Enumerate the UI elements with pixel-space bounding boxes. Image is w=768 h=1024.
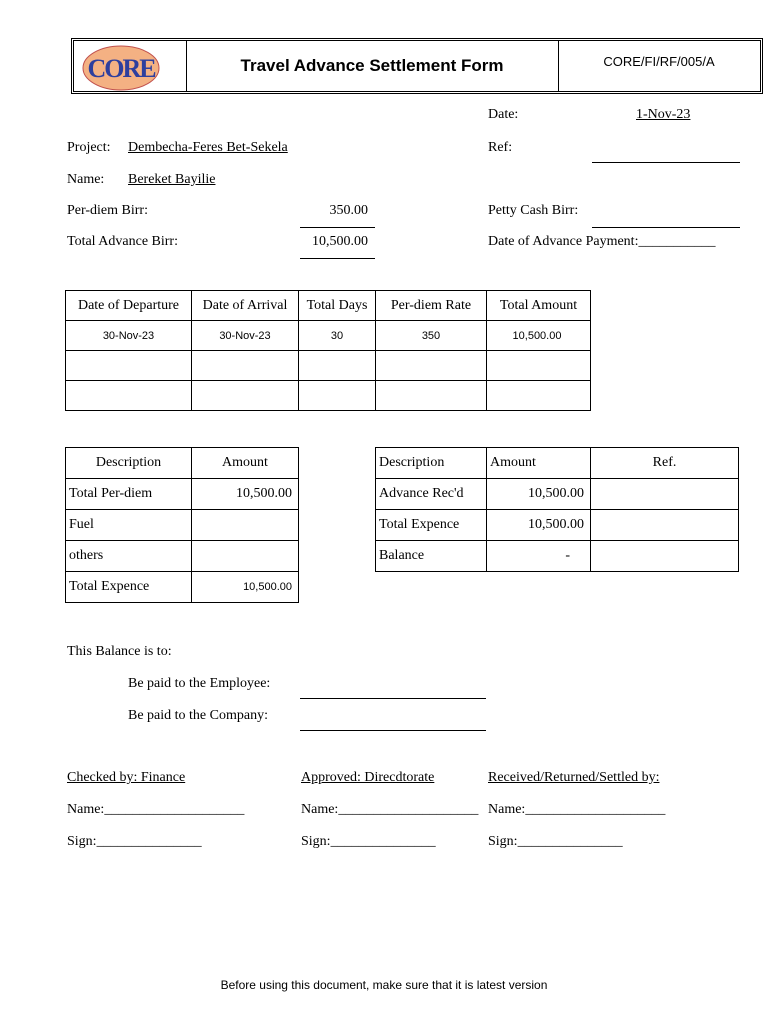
- trip-header-cell: Total Days: [299, 291, 376, 321]
- paid-company-line[interactable]: [300, 730, 486, 731]
- perdiem-value[interactable]: 350.00: [329, 203, 368, 218]
- trip-header-cell: Total Amount: [487, 291, 591, 321]
- table-cell[interactable]: [376, 351, 487, 381]
- table-cell[interactable]: 30-Nov-23: [192, 321, 299, 351]
- balance-to-label: This Balance is to:: [67, 644, 172, 659]
- form-header: [71, 38, 763, 94]
- name-value[interactable]: Bereket Bayilie: [128, 172, 216, 187]
- table-cell[interactable]: [192, 541, 299, 572]
- table-cell[interactable]: 10,500.00: [487, 510, 591, 541]
- perdiem-line: [300, 227, 375, 228]
- name-label: Name:: [67, 172, 105, 187]
- paid-company-label: Be paid to the Company:: [128, 708, 268, 723]
- paid-employee-label: Be paid to the Employee:: [128, 676, 271, 691]
- table-row: [66, 479, 299, 510]
- received-name-field[interactable]: Name:____________________: [488, 802, 666, 817]
- table-cell[interactable]: [66, 381, 192, 411]
- table-cell[interactable]: 30-Nov-23: [66, 321, 192, 351]
- table-row: [376, 541, 739, 572]
- trip-table: [65, 290, 591, 411]
- table-cell: Advance Rec'd: [376, 479, 487, 510]
- table-cell[interactable]: [299, 351, 376, 381]
- table-cell[interactable]: [192, 510, 299, 541]
- table-cell: Total Per-diem: [66, 479, 192, 510]
- table-cell: Balance: [376, 541, 487, 572]
- table-cell[interactable]: [376, 381, 487, 411]
- trip-header-cell: Date of Departure: [66, 291, 192, 321]
- table-cell[interactable]: [591, 510, 739, 541]
- table-row: [66, 321, 591, 351]
- expense-header-row: [66, 448, 299, 479]
- table-cell[interactable]: [66, 351, 192, 381]
- project-label: Project:: [67, 140, 111, 155]
- table-row: [66, 541, 299, 572]
- table-cell[interactable]: [487, 351, 591, 381]
- table-cell[interactable]: [591, 479, 739, 510]
- table-cell[interactable]: [487, 381, 591, 411]
- total-advance-value[interactable]: 10,500.00: [312, 234, 368, 249]
- table-cell[interactable]: [192, 351, 299, 381]
- approved-heading: Approved: Direcdtorate: [301, 770, 435, 785]
- date-advance-label[interactable]: Date of Advance Payment:___________: [488, 234, 716, 249]
- footer-note: Before using this document, make sure that it is latest version: [220, 978, 548, 992]
- table-row: [376, 479, 739, 510]
- petty-label: Petty Cash Birr:: [488, 203, 579, 218]
- table-cell[interactable]: 30: [299, 321, 376, 351]
- table-row: [66, 381, 591, 411]
- project-value[interactable]: Dembecha-Feres Bet-Sekela: [128, 140, 288, 155]
- doc-code-cell: [558, 41, 760, 91]
- table-cell[interactable]: 10,500.00: [192, 479, 299, 510]
- core-logo: [81, 43, 161, 93]
- balance-header-row: [376, 448, 739, 479]
- director-sign-field[interactable]: Sign:_______________: [301, 834, 436, 849]
- balance-header-cell: Amount: [487, 448, 591, 479]
- ref-field-line[interactable]: [592, 162, 740, 163]
- expense-header-cell: Description: [66, 448, 192, 479]
- received-sign-field[interactable]: Sign:_______________: [488, 834, 623, 849]
- date-value[interactable]: 1-Nov-23: [636, 107, 691, 122]
- balance-header-cell: Ref.: [591, 448, 739, 479]
- table-cell[interactable]: 10,500.00: [487, 479, 591, 510]
- expense-table: [65, 447, 299, 603]
- logo-cell: [74, 41, 187, 91]
- table-row: [66, 510, 299, 541]
- table-cell: others: [66, 541, 192, 572]
- table-cell[interactable]: 10,500.00: [192, 572, 299, 603]
- checked-by-heading: Checked by: Finance: [67, 770, 186, 785]
- table-row: [66, 572, 299, 603]
- received-heading: Received/Returned/Settled by:: [488, 770, 660, 785]
- finance-name-field[interactable]: Name:____________________: [67, 802, 245, 817]
- table-row: [66, 351, 591, 381]
- form-title: Travel Advance Settlement Form: [240, 56, 504, 75]
- table-cell: Total Expence: [66, 572, 192, 603]
- total-advance-label: Total Advance Birr:: [67, 234, 178, 249]
- paid-employee-line[interactable]: [300, 698, 486, 699]
- petty-field-line[interactable]: [592, 227, 740, 228]
- table-cell[interactable]: [192, 381, 299, 411]
- total-advance-line: [300, 258, 375, 259]
- perdiem-label: Per-diem Birr:: [67, 203, 148, 218]
- date-label: Date:: [488, 107, 519, 122]
- balance-header-cell: Description: [376, 448, 487, 479]
- trip-header-cell: Per-diem Rate: [376, 291, 487, 321]
- ref-label: Ref:: [488, 140, 513, 155]
- title-cell: [186, 41, 559, 91]
- table-cell: Total Expence: [376, 510, 487, 541]
- table-cell[interactable]: 10,500.00: [487, 321, 591, 351]
- director-name-field[interactable]: Name:____________________: [301, 802, 479, 817]
- doc-code: CORE/FI/RF/005/A: [603, 54, 715, 69]
- table-cell[interactable]: [591, 541, 739, 572]
- trip-header-row: [66, 291, 591, 321]
- expense-header-cell: Amount: [192, 448, 299, 479]
- table-cell[interactable]: 350: [376, 321, 487, 351]
- table-cell[interactable]: -: [487, 541, 591, 572]
- svg-text:CORE: CORE: [87, 54, 155, 83]
- table-cell: Fuel: [66, 510, 192, 541]
- balance-table: [375, 447, 739, 572]
- table-cell[interactable]: [299, 381, 376, 411]
- trip-header-cell: Date of Arrival: [192, 291, 299, 321]
- table-row: [376, 510, 739, 541]
- finance-sign-field[interactable]: Sign:_______________: [67, 834, 202, 849]
